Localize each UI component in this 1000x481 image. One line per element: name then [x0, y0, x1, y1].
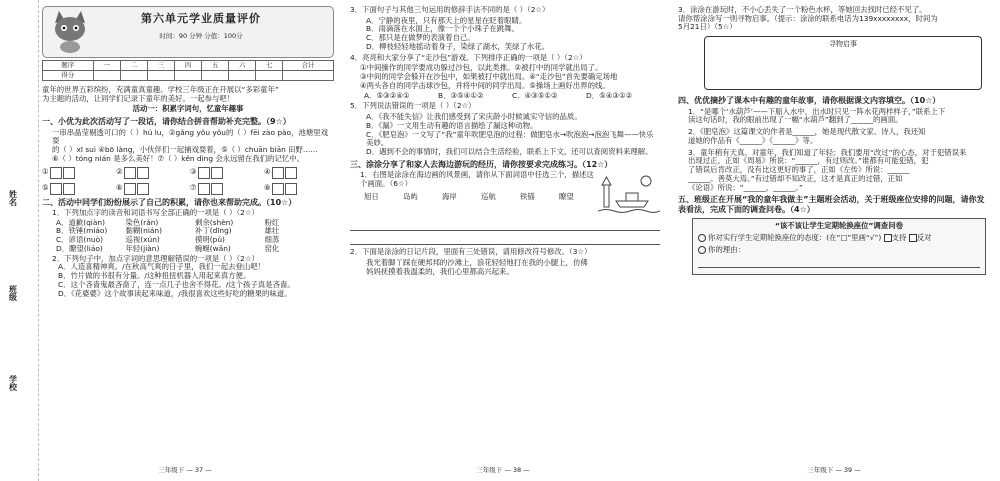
option-word: 黏糊(nián): [125, 226, 162, 236]
option[interactable]: C．④③⑤①②: [512, 90, 558, 100]
q5-stem: 5．下列说法错误的一项是（ ）（2☆）: [350, 101, 476, 111]
q4-1: [678, 108, 990, 125]
option[interactable]: D．遇到不会的事情时，我们可以结合生活经验，联系上下文，还可以查阅资料来理解。: [366, 147, 653, 157]
bullet-icon: [698, 246, 706, 254]
grid-mark: ⑦: [190, 183, 197, 193]
answer-grid[interactable]: [42, 167, 112, 179]
score-cell[interactable]: [202, 71, 229, 81]
survey-q1-text: 你对实行学生定期轮换座位的态度：(在“□”里画“√”): [708, 232, 882, 242]
survey-title: “该不该让学生定期轮换座位”调查问卷: [775, 221, 903, 231]
score-cell[interactable]: [120, 71, 147, 81]
q4-line: ③中间的同学会躲开在沙包中，如果被打中就出局。④“走沙包”首先要确定场地: [360, 72, 618, 82]
q2-2-stem: 2．下列句子中，加点字词的意思理解错误的一项是（ ）（2☆）: [52, 253, 259, 263]
q4-line: 出现过正，正如《周易》所说：“______，有过则改。”谁都有可能犯错，犯: [688, 156, 929, 166]
q1-line: ⑥（ ）tóng nián 是多么美好！⑦（ ）kěn dìng 会永远留在我们的记忆中。: [52, 153, 305, 163]
q4-text: [350, 64, 660, 90]
q4-line: ______。善莫大焉。”有过错却不知改正，这才是真正的过错，正如: [688, 173, 903, 183]
option[interactable]: C．这个吝啬鬼最吝啬了，连一点几子也舍不得花。/这个孩子真是吝啬。: [58, 279, 295, 289]
answer-grid[interactable]: [116, 183, 186, 195]
time-score-info: 时间：90 分钟 分值：100分: [159, 32, 243, 40]
survey-q1: [698, 234, 980, 243]
option[interactable]: B．雨滴落在水面上，像一个个小珠子在跳舞。: [366, 24, 519, 34]
q2-1-options: [56, 219, 334, 254]
checkbox-support[interactable]: [884, 234, 892, 242]
option-label[interactable]: D．瞭望(liáo): [56, 243, 103, 253]
option-word: 巡视(xún): [125, 235, 160, 245]
binding-gutter: [0, 0, 39, 481]
survey-opt: 支持: [891, 232, 907, 242]
q3-stem: 3．下面句子与其他三句运用的修辞手法不同的是（ ）（2☆）: [350, 5, 550, 14]
answer-grid[interactable]: [190, 183, 260, 195]
option-label[interactable]: C．谚语(nuò): [56, 235, 103, 245]
score-header: 题序: [43, 61, 94, 71]
word-option: 铁锚: [520, 191, 535, 201]
bullet-icon: [698, 234, 706, 242]
score-header: 六: [229, 61, 256, 71]
survey-q2: [698, 246, 980, 255]
notice-title: 寻物启事: [829, 40, 857, 49]
q3-1-stem: 1．右图是涂涂在海边画的风景画，请你从下面词语中任选三个，描述这个画面。（6☆）: [360, 170, 594, 188]
cartoon-cat-icon: [49, 9, 91, 53]
score-header: 一: [93, 61, 120, 71]
word-option: 瞭望: [559, 191, 574, 201]
gutter-class-label: 班级: [8, 285, 18, 301]
score-cell[interactable]: [147, 71, 174, 81]
diary-line: 我光着脚丫踩在硬邦邦的沙滩上，浪花轻轻地打在我的小腿上，仿佛: [366, 257, 588, 267]
stem-line: 请你帮涂涂写一则寻物启事。（提示：涂涂的联系电话为139xxxxxxxx，时间为: [678, 13, 938, 23]
q3-2-stem: 2．下面是涂涂的日记片段，里面有三处错误，请用修改符号修改。（3☆）: [350, 247, 592, 257]
option[interactable]: A．《我不能失信》让我们感受到了宋庆龄小时候诚实守信的品质。: [366, 112, 582, 122]
q4-line: 1．“是哪个‘水葫芦’——下船入水中，出水时只见一阵水花两样样子，”联系上下: [688, 106, 946, 116]
option-label[interactable]: B．铁锤(miáo): [56, 226, 108, 236]
section-5-title: 五、班级正在开展“我的童年我做主”主题班会活动，关于班级座位安排的问题，请你发表看法，完成下面的调查问卷。（4☆）: [678, 195, 985, 214]
q4-options: [364, 92, 660, 101]
page-footer: 三年级下 — 37 —: [158, 466, 212, 475]
page-title: 第六单元学业质量评价: [141, 12, 261, 25]
seaside-sketch-icon: [598, 171, 660, 217]
page-footer: 三年级下 — 39 —: [807, 466, 861, 475]
option[interactable]: C．《肥皂泡》一文写了“我”童年吹肥皂泡的过程：做肥皂水→吹泡泡→泡泡飞舞——快乐美妙。: [366, 129, 654, 148]
grid-mark: ④: [264, 167, 271, 177]
q1-line: 一串串晶莹剔透可口的（ ）hú lu，②gǎng yǒu yǒu的（ ）fēi zào pào，池塘里戏耍: [52, 127, 329, 146]
gutter-school-label: 学校: [8, 375, 18, 391]
option-word: 蜿蜒(wǎn): [195, 243, 231, 253]
score-header: 七: [256, 61, 283, 71]
answer-line[interactable]: [350, 234, 660, 245]
q4-3: [678, 149, 990, 193]
option-word: 粉红: [264, 217, 280, 227]
lost-notice-box[interactable]: [704, 36, 982, 90]
score-row-label: 得分: [43, 71, 94, 81]
answer-grid[interactable]: [190, 167, 260, 179]
q4-line: 道她的作品有《______》《______》等。: [688, 135, 818, 145]
grid-mark: ①: [42, 167, 49, 177]
survey-q2-text: 你的理由：: [708, 244, 745, 254]
score-cell[interactable]: [256, 71, 283, 81]
option[interactable]: D．⑤④③①②: [586, 90, 633, 100]
grid-mark: ②: [116, 167, 123, 177]
q4-line: 了错误后肯改正，没有比这更好的事了，正如《左传》所说：______: [688, 165, 910, 175]
checkbox-oppose[interactable]: [909, 234, 917, 242]
q4-line: 《论语》所说：“______，______。”: [688, 182, 803, 192]
option-word: 摸明(pǔ): [195, 235, 225, 245]
q4-line: 3．童年稍有天真。对童年，我们知道了年轻；我们要用“改过”的心态，对于犯错误来: [688, 147, 967, 157]
q3-3-stem: [678, 6, 990, 32]
question-1-text: [42, 129, 334, 164]
survey-opt: 反对: [916, 232, 932, 242]
score-cell[interactable]: [174, 71, 201, 81]
grid-mark: ⑤: [42, 183, 49, 193]
option[interactable]: C．那只是在做梦的表演着自己。: [366, 33, 475, 43]
option-word: 补丁(dīng): [195, 226, 232, 236]
diary-excerpt: [350, 259, 660, 276]
q4-stem: 4．亮亮和大家分享了“走沙包”游戏。下列排序正确的一项是（ ）（2☆）: [350, 52, 587, 62]
score-cell[interactable]: [229, 71, 256, 81]
option-word: 窑化: [264, 243, 280, 253]
q4-line: 读这句话时，我的眼前出现了一幅“水葫芦”翻到了______的画面。: [688, 115, 903, 125]
section-4-title: 四、优优摘抄了课本中有趣的童年故事，请你根据课文内容填空。（10☆）: [678, 96, 941, 106]
grid-mark: ⑧: [264, 183, 271, 193]
score-header: 四: [174, 61, 201, 71]
answer-grid[interactable]: [116, 167, 186, 179]
question-2-title: 二、活动中同学们纷纷展示了自己的积累，请你也来帮助完成。（10☆）: [42, 197, 297, 207]
score-header: 合计: [283, 61, 334, 71]
intro-line: 为主题的活动，让同学们记录下童年的美好。一起参与吧！: [42, 93, 235, 103]
score-cell[interactable]: [283, 71, 334, 81]
q4-line: ①中间操作的同学要成功躲过沙包，以此类推。②被打中的同学就出局了。: [360, 63, 603, 73]
option-word: 染色(rǎn): [125, 217, 159, 227]
option[interactable]: A．⑤③②④①: [364, 90, 410, 100]
word-option: 巡航: [481, 191, 496, 201]
option-label[interactable]: A．道歉(qiàn): [56, 217, 105, 227]
q3-options: [350, 17, 660, 52]
q5-options: [350, 113, 660, 157]
q2-2-options: [42, 263, 334, 298]
option[interactable]: B．竹片做的书很有分量。/这种扭扭机器人用起来真方便。: [58, 271, 251, 281]
gutter-name-label: 姓名: [8, 190, 18, 206]
answer-grid[interactable]: [264, 183, 334, 195]
page-37: [0, 0, 338, 481]
pinyin-answer-grids: [42, 167, 334, 195]
word-option: 旭日: [364, 191, 379, 201]
score-header: 五: [202, 61, 229, 71]
score-header: 三: [147, 61, 174, 71]
page-footer: 三年级下 — 38 —: [476, 466, 530, 475]
stem-line: 3．涂涂在游玩时，不小心丢失了一个粉色水杯，等她回去找时已经不见了。: [678, 5, 927, 14]
intro-text: [42, 86, 334, 103]
question-1-title: 一、小优为此次活动写了一段话，请你结合拼音帮助补充完整。（9☆）: [42, 117, 291, 127]
grid-mark: ⑥: [116, 183, 123, 193]
q4-line: 2．《肥皂泡》这篇课文的作者是______，她是现代散文家、诗人，我还知: [688, 127, 926, 137]
word-option: 岛屿: [403, 191, 418, 201]
option[interactable]: D．柳枝轻轻地摇动着身子，染绿了湖水，笑绿了水花。: [366, 41, 550, 51]
q2-1-stem: 1．下列加点字的读音和词语书写全部正确的一项是（ ）（2☆）: [52, 208, 259, 218]
stem-line: 5月21日）（5☆）: [678, 22, 737, 32]
page-38: [338, 0, 668, 481]
q4-line: ④两头各自的同学击球沙包，并将中间的同学出局。⑤操场上画好出界的线。: [360, 80, 610, 90]
word-bank: [364, 193, 598, 202]
page-39: [668, 0, 1000, 481]
option-word: 雄壮: [264, 226, 280, 236]
option[interactable]: A．人造喜精神爽。/在秋高气爽的日子里，我们一起去登山吧！: [58, 262, 266, 272]
option-word: 细蒸: [264, 235, 280, 245]
q1-line: 的（ ）xī suì ④bō làng，小伙伴们一起捕戏耍着，⑤（ ）chuān biān 田野……: [52, 145, 318, 155]
option-word: 剩余(shèn): [195, 217, 234, 227]
answer-grid[interactable]: [264, 167, 334, 179]
section-3-title: 三、涂涂分享了和家人去海边游玩的经历，请你按要求完成练习。（12☆）: [350, 159, 613, 169]
score-header: 二: [120, 61, 147, 71]
option[interactable]: B．《漏》一文用生动有趣的语言描绘了漏这种动物。: [366, 120, 538, 130]
option-word: 年轻(jiàn): [125, 243, 160, 253]
option[interactable]: D．《花婆婆》这个故事读起来味道，/我很喜欢这些好吃的糖果的味道。: [58, 288, 292, 298]
answer-grid[interactable]: [42, 183, 112, 195]
intro-line: 童年的世界五彩缤纷，充满童真童趣。学校三年级正在开展以“多彩童年”: [42, 85, 279, 94]
q3-1-block: [350, 171, 660, 217]
option[interactable]: B．③⑤④①②: [438, 90, 484, 100]
option[interactable]: A．宁静的夜里，只有那天上的星星在眨着眼睛。: [366, 15, 527, 25]
grid-mark: ③: [190, 167, 197, 177]
q3-1-text: [350, 171, 598, 217]
word-option: 海岸: [442, 191, 457, 201]
reason-line[interactable]: [698, 257, 980, 268]
survey-box: [692, 218, 986, 275]
diary-line: 妈妈抚摸着我温柔的，我们心里都高兴起来。: [366, 266, 514, 276]
score-cell[interactable]: [93, 71, 120, 81]
q4-2: [678, 128, 990, 145]
answer-line[interactable]: [350, 220, 660, 231]
score-table: [42, 60, 334, 81]
activity-heading: 活动一：积累字词句，忆童年趣事: [132, 104, 244, 114]
title-banner: [42, 6, 334, 58]
